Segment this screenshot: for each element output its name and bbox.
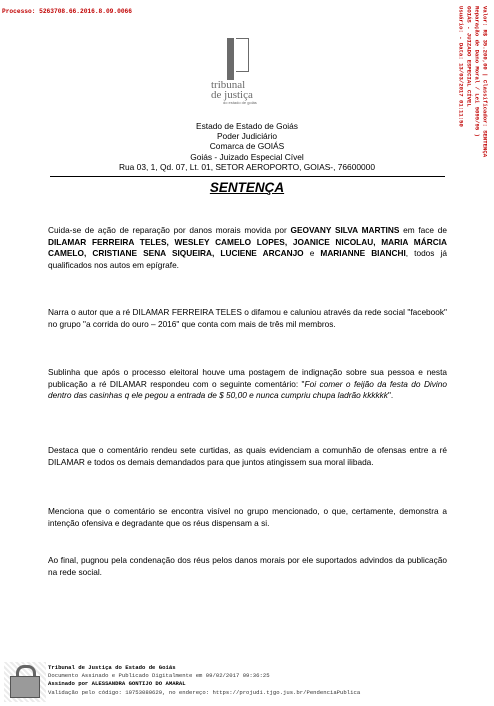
footer-signer: Assinado por ALESSANDRA GONTIJO DO AMARAL xyxy=(48,680,186,688)
header-line-power: Poder Judiciário xyxy=(216,131,278,142)
side-stamp-line-1: Valor: R$ 35.200,00 | Classificador: SENTENÇA xyxy=(481,6,489,158)
signature-info xyxy=(48,664,360,697)
side-stamp xyxy=(450,6,490,196)
paragraph-5: Menciona que o comentário se encontra visível no grupo mencionado, o que, certamente, demonstra a intenção ofensiva e degradante que os réus dispensam a si. xyxy=(48,506,447,528)
paragraph-4: Destaca que o comentário rendeu sete curtidas, as quais evidenciam a comunhão de ofensas entre a ré DILAMAR e todos os demais demandados para que juntos atingissem sua moral ilibada. xyxy=(48,445,447,467)
header-line-comarca: Comarca de GOIÁS xyxy=(209,141,285,152)
paragraph-2: Narra o autor que a ré DILAMAR FERREIRA TELES o difamou e caluniou através da rede social "facebook" no grupo "a corrida do ouro – 2016" que conta com mais de três mil membros. xyxy=(48,307,447,329)
side-stamp-line-3: GOIÁS - JUIZADO ESPECIAL CÍVEL xyxy=(465,6,473,107)
footer-validation-link[interactable]: Validação pelo código: 10753080629, no endereço: https://projudi.tjgo.jus.br/PendenciaPublica xyxy=(48,688,361,696)
process-number: Processo: 5263708.66.2016.8.09.0066 xyxy=(2,8,132,15)
logo-line-2: de justiça xyxy=(211,89,253,101)
logo-line-1: tribunal xyxy=(211,79,246,91)
court-header xyxy=(60,121,434,172)
header-line-state: Estado de Estado de Goiás xyxy=(196,121,298,131)
paragraph-3: Sublinha que após o processo eleitoral houve uma postagem de indignação sobre sua pessoa e nesta publicação a ré DILAMAR respondeu com o seguinte comentário: "Foi comer o feijão da festa do Divino dentro das casinhas q ele pegou a entrada de $ 50,00 e nunca cumpriu chupa ladrão kkkkkk". xyxy=(48,367,447,401)
padlock-icon xyxy=(4,662,46,702)
side-stamp-line-2: Reparação de Dano Moral / Lei 9099/95 ) xyxy=(473,6,481,137)
paragraph-1: Cuida-se de ação de reparação por danos morais movida por GEOVANY SILVA MARTINS em face de DILAMAR FERREIRA TELES, WESLEY CAMELO LOPES, JOANICE NICOLAU, MARIA MÁRCIA CAMELO, CRISTIANE SENA SIQUEIRA, LUCIENE ARCANJO e MARIANNE BIANCHI, todos já qualificados nos autos em epígrafe. xyxy=(48,225,448,270)
tribunal-logo xyxy=(205,38,285,108)
tribunal-logo-icon xyxy=(227,38,249,80)
header-divider xyxy=(50,176,445,177)
footer-court: Tribunal de Justiça do Estado de Goiás xyxy=(48,664,176,671)
document-title: SENTENÇA xyxy=(209,180,285,195)
footer-signed-date: Documento Assinado e Publicado Digitalmente em 09/02/2017 09:36:25 xyxy=(48,672,270,680)
paragraph-6: Ao final, pugnou pela condenação dos réus pelos danos morais por ele suportados advindos da publicação na rede social. xyxy=(48,555,447,577)
logo-line-3: do estado de goiás xyxy=(223,100,257,105)
header-line-juizado: Goiás - Juizado Especial Cível xyxy=(190,151,304,162)
digital-signature-footer xyxy=(4,660,492,702)
side-stamp-line-4: Usuário: - Data: 13/03/2017 01:11:50 xyxy=(457,6,465,127)
header-line-address: Rua 03, 1, Qd. 07, Lt. 01, SETOR AEROPORTO, GOIAS-, 76600000 xyxy=(118,161,376,172)
